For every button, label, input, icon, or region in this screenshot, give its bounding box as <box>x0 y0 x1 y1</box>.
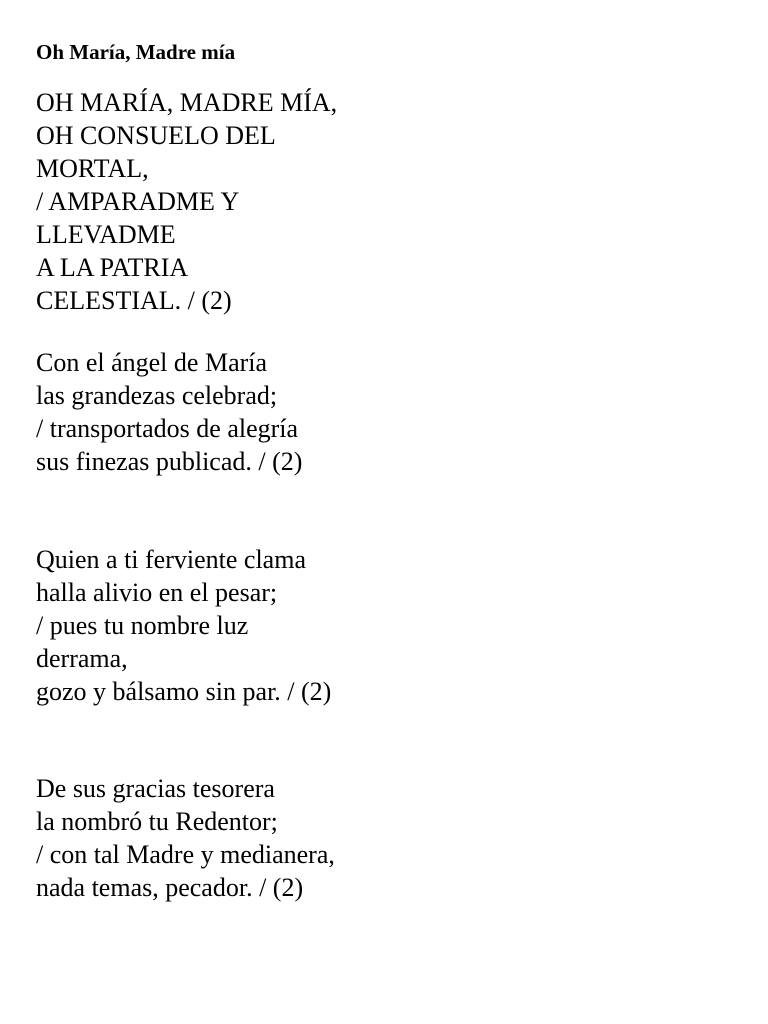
verse-line: Quien a ti ferviente clama <box>36 545 306 574</box>
verse-line: / transportados de alegría <box>36 414 299 443</box>
verse-line: / con tal Madre y medianera, <box>36 840 335 869</box>
verse-line: la nombró tu Redentor; <box>36 807 278 836</box>
verse-line: sus finezas publicad. / (2) <box>36 447 303 476</box>
stanza-3 <box>36 543 331 708</box>
verse-line: OH MARÍA, MADRE MÍA, <box>36 88 338 117</box>
verse-line: A LA PATRIA <box>36 253 189 282</box>
verse-line: / AMPARADME Y <box>36 187 240 216</box>
verse-line: / pues tu nombre luz <box>36 611 249 640</box>
verse-line: halla alivio en el pesar; <box>36 578 278 607</box>
verse-line: De sus gracias tesorera <box>36 774 275 803</box>
verse-line: derrama, <box>36 644 128 673</box>
verse-line: nada temas, pecador. / (2) <box>36 873 304 902</box>
stanza-2 <box>36 346 302 478</box>
verse-line: LLEVADME <box>36 220 176 249</box>
stanza-4 <box>36 772 335 904</box>
verse-line: MORTAL, <box>36 154 149 183</box>
verse-line: las grandezas celebrad; <box>36 381 278 410</box>
verse-line: CELESTIAL. / (2) <box>36 286 232 315</box>
stanza-1 <box>36 86 337 317</box>
verse-line: OH CONSUELO DEL <box>36 121 276 150</box>
document-title: Oh María, Madre mía <box>36 40 236 64</box>
verse-line: gozo y bálsamo sin par. / (2) <box>36 677 332 706</box>
verse-line: Con el ángel de María <box>36 348 268 377</box>
